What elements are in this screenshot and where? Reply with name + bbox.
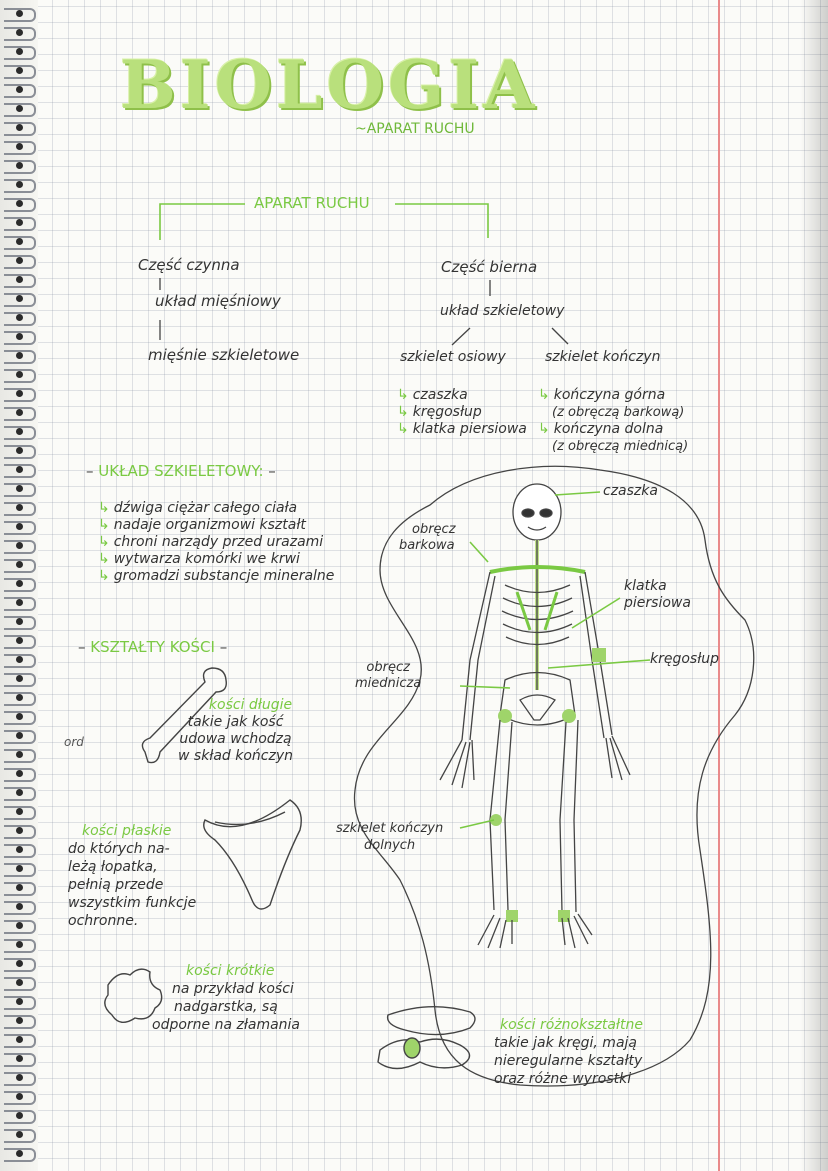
active-part-label: Część czynna <box>138 256 240 274</box>
page-title: BIOLOGIA <box>120 46 539 124</box>
label-czaszka: czaszka <box>603 483 658 499</box>
bone-shapes-heading: – KSZTAŁTY KOŚCI – <box>78 638 228 656</box>
short-bones-note: kości krótkie na przykład kości nadgarstka, są odporne na złamania <box>152 963 301 1033</box>
list-item: (z obręczą barkową) <box>552 405 685 420</box>
functions-list <box>98 500 334 585</box>
axial-items-list <box>397 387 527 438</box>
irregular-bones-note: kości różnokształtne takie jak kręgi, mają nieregularne kształty oraz różne wyrostki <box>494 1017 643 1087</box>
axial-skeleton-label: szkielet osiowy <box>400 349 506 365</box>
list-item: ↳ wytwarza komórki we krwi <box>98 551 300 567</box>
label-szkielet-konczyn: szkielet kończyn dolnych <box>336 821 444 853</box>
passive-part-label: Część bierna <box>441 258 538 276</box>
list-item: ↳ gromadzi substancje mineralne <box>98 568 335 584</box>
label-kregoslup: kręgosłup <box>650 651 720 667</box>
irregular-bone-drawing <box>378 1007 475 1069</box>
skeleton-outline-blob <box>354 466 753 1086</box>
skeletal-muscles-label: mięśnie szkieletowe <box>148 346 300 364</box>
list-item: ↳ klatka piersiowa <box>397 421 527 437</box>
skeletal-heading: – UKŁAD SZKIELETOWY: – <box>86 462 276 480</box>
limb-skeleton-label: szkielet kończyn <box>545 349 661 365</box>
muscle-system-label: układ mięśniowy <box>155 292 281 310</box>
label-obrecz-barkowa: obręcz barkowa <box>398 522 456 553</box>
page-subtitle: ~APARAT RUCHU <box>355 121 475 137</box>
long-bones-note: kości długie takie jak kość udowa wchodzą w skład kończyn <box>178 697 293 764</box>
skeleton-drawing <box>440 484 630 948</box>
skeletal-system-label: układ szkieletowy <box>440 303 565 319</box>
list-item: ↳ nadaje organizmowi kształt <box>98 517 306 533</box>
label-klatka: klatka piersiowa <box>624 578 691 611</box>
margin-note: ord <box>64 735 84 749</box>
list-item: (z obręczą miednicą) <box>552 439 689 454</box>
list-item: ↳ czaszka <box>397 387 468 403</box>
list-item: ↳ kręgosłup <box>397 404 482 420</box>
flat-bone-drawing <box>204 800 302 909</box>
limb-items-list <box>538 387 688 455</box>
label-obrecz-miednicza: obręcz miednicza <box>355 660 422 691</box>
list-item: ↳ chroni narządy przed urazami <box>98 534 324 550</box>
flat-bones-note: kości płaskie do których na- leżą łopatka, pełnią przede wszystkim funkcje ochronne. <box>68 823 197 929</box>
list-item: ↳ kończyna dolna <box>538 421 664 437</box>
list-item: ↳ kończyna górna <box>538 387 666 403</box>
list-item: ↳ dźwiga ciężar całego ciała <box>98 500 298 516</box>
tree-root-label: APARAT RUCHU <box>254 194 370 212</box>
